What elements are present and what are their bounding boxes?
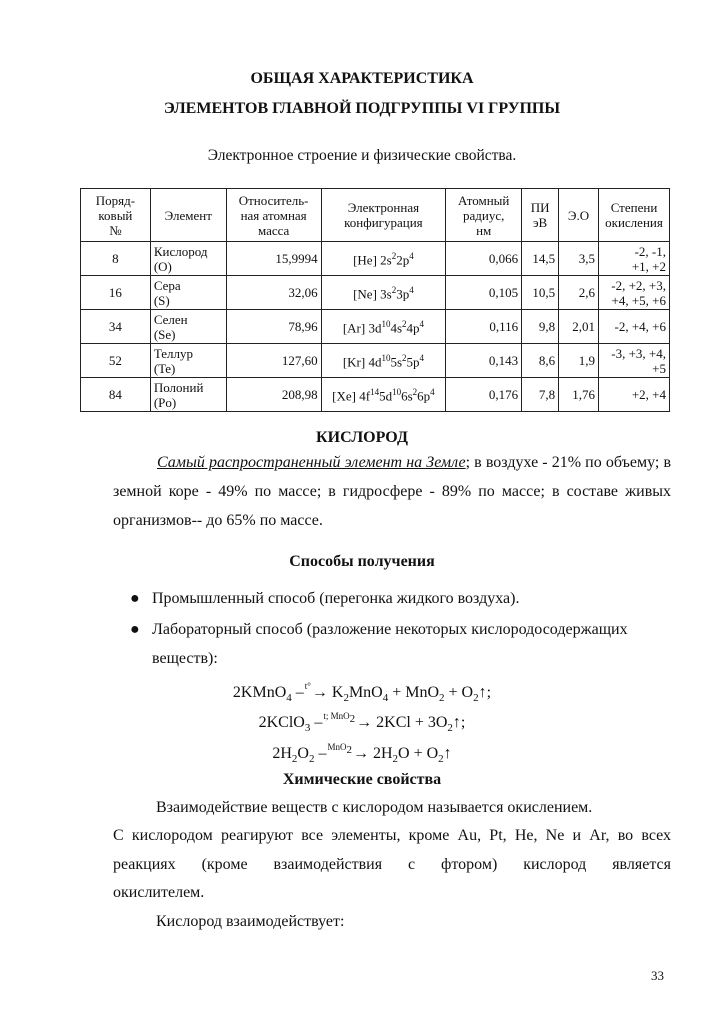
table-row (81, 310, 670, 344)
cell-config: [Kr] $4d^{10}5s^25p^4$ (321, 344, 446, 378)
cell-config: [He] $2s^22p^4$ (321, 242, 446, 276)
page-title-line1: ОБЩАЯ ХАРАКТЕРИСТИКА (250, 70, 474, 87)
page-number: 33 (651, 968, 664, 983)
list-item: ● Промышленный способ (перегонка жидкого воздуха). (130, 590, 520, 607)
cell-element: Селен (Se) (150, 310, 226, 344)
cell-mass: 15,9994 (226, 242, 321, 276)
cell-mass: 127,60 (226, 344, 321, 378)
cell-oxidation: -2, +2, +3, +4, +5, +6 (598, 276, 669, 310)
cell-number: 84 (81, 378, 151, 412)
chem-paragraph-1: Взаимодействие веществ с кислородом называется окислением. (156, 799, 593, 816)
cell-number: 16 (81, 276, 151, 310)
list-item-continuation: веществ): (152, 650, 218, 667)
chem-paragraph-2-line2: реакциях (кроме взаимодействия с фтором) кислород является (113, 856, 671, 873)
elements-table (80, 188, 670, 412)
header-radius: Атомный радиус, нм (446, 189, 522, 242)
cell-number: 34 (81, 310, 151, 344)
cell-mass: 78,96 (226, 310, 321, 344)
bullet-icon: ● (130, 590, 140, 607)
table-caption: Электронное строение и физические свойства. (207, 147, 517, 164)
cell-config: [Xe] $4f^{14}5d^{10}6s^26p^4$ (321, 378, 446, 412)
equation-2: 2KClO$_3$ $-^{t; MnO_2}\to 2KCl + 3O_2↑$; (258, 711, 466, 735)
cell-ionization: 10,5 (522, 276, 559, 310)
section-heading-oxygen: КИСЛОРОД (316, 429, 408, 446)
cell-ionization: 14,5 (522, 242, 559, 276)
chem-paragraph-3: Кислород взаимодействует: (156, 913, 345, 930)
header-mass: Относитель- ная атомная масса (226, 189, 321, 242)
header-config: Электронная конфигурация (321, 189, 446, 242)
bullet-icon: ● (130, 621, 140, 638)
cell-element: Кислород (О) (150, 242, 226, 276)
cell-config: [Ar] $3d^{10}4s^24p^4$ (321, 310, 446, 344)
cell-element: Теллур (Te) (150, 344, 226, 378)
cell-electronegativity: 1,76 (559, 378, 599, 412)
header-oxidation: Степени окисления (598, 189, 669, 242)
section-heading-methods: Способы получения (289, 553, 435, 570)
cell-mass: 208,98 (226, 378, 321, 412)
cell-element: Сера (S) (150, 276, 226, 310)
cell-radius: 0,105 (446, 276, 522, 310)
cell-ionization: 8,6 (522, 344, 559, 378)
header-electronegativity: Э.О (559, 189, 599, 242)
oxygen-emphasis: Самый распространенный элемент на Земле (157, 454, 466, 471)
cell-oxidation: -2, -1, +1, +2 (598, 242, 669, 276)
cell-number: 8 (81, 242, 151, 276)
cell-mass: 32,06 (226, 276, 321, 310)
header-ionization: ПИ эВ (522, 189, 559, 242)
equation-3: $2H_2O_2$ $-^{MnO_2}\to 2H_2O$ + $O_2↑$ (272, 742, 452, 766)
cell-radius: 0,066 (446, 242, 522, 276)
cell-electronegativity: 2,01 (559, 310, 599, 344)
cell-number: 52 (81, 344, 151, 378)
table-row (81, 242, 670, 276)
cell-config: [Ne] $3s^23p^4$ (321, 276, 446, 310)
cell-oxidation: -2, +4, +6 (598, 310, 669, 344)
chem-paragraph-2-line3: окислителем. (113, 884, 205, 901)
table-row (81, 344, 670, 378)
list-item: ● Лабораторный способ (разложение некоторых кислородосодержащих (130, 621, 628, 638)
cell-radius: 0,116 (446, 310, 522, 344)
cell-radius: 0,176 (446, 378, 522, 412)
chem-paragraph-2-line1: С кислородом реагируют все элементы, кроме Au, Pt, He, Ne и Ar, во всех (113, 827, 671, 844)
cell-oxidation: +2, +4 (598, 378, 669, 412)
page-title-line2: ЭЛЕМЕНТОВ ГЛАВНОЙ ПОДГРУППЫ VI ГРУППЫ (163, 100, 561, 117)
section-heading-chemical: Химические свойства (282, 771, 442, 788)
cell-ionization: 9,8 (522, 310, 559, 344)
cell-electronegativity: 1,9 (559, 344, 599, 378)
table-header-row (81, 189, 670, 242)
cell-radius: 0,143 (446, 344, 522, 378)
equation-1: 2KMnO$_4$ $-^{t^\circ}\to K_2MnO_4 + MnO_2$ + $O_2↑$; (232, 681, 492, 705)
table-row (81, 378, 670, 412)
oxygen-paragraph: Самый распространенный элемент на Земле; в воздухе - 21% по объему; в земной коре - 49% по массе; в гидросфере - 89% по массе; в составе живых организмов-- до 65% по массе. (113, 454, 672, 529)
table-row (81, 276, 670, 310)
cell-oxidation: -3, +3, +4, +5 (598, 344, 669, 378)
cell-electronegativity: 3,5 (559, 242, 599, 276)
header-order: Поряд- ковый № (81, 189, 151, 242)
cell-element: Полоний (Po) (150, 378, 226, 412)
header-element: Элемент (150, 189, 226, 242)
cell-electronegativity: 2,6 (559, 276, 599, 310)
cell-ionization: 7,8 (522, 378, 559, 412)
